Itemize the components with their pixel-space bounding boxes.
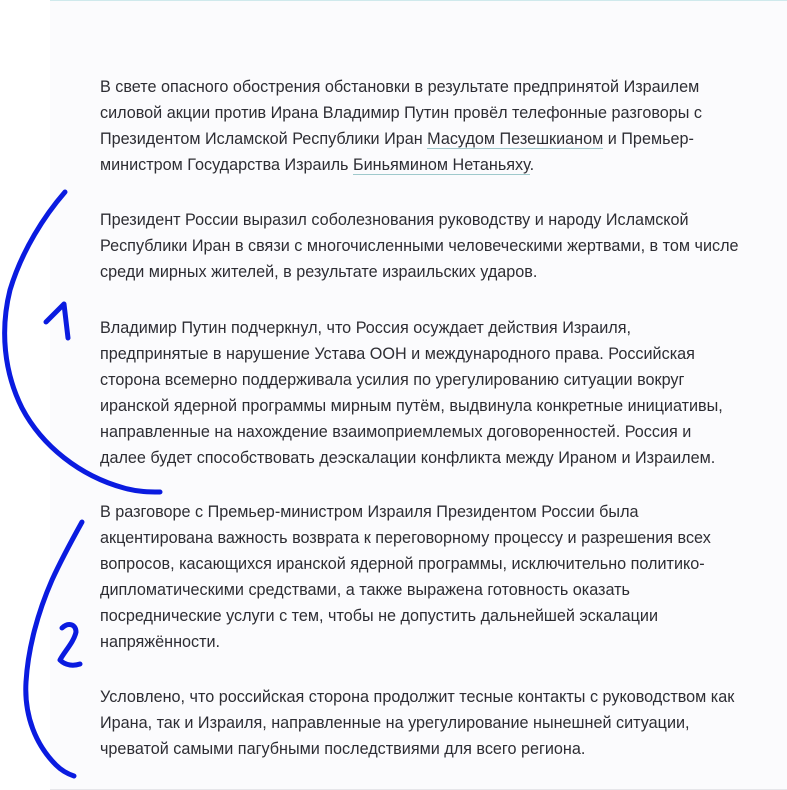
paragraph-3: Владимир Путин подчеркнул, что Россия осуждает действия Израиля, предпринятые в нарушение Устава ООН и международного права. Российская сторона всемерно поддерживала усилия по урегулированию ситуации вокруг иранской ядерной программы мирным путём, выдвинула конкретные инициативы, направленные на нахождение взаимоприемлемых договоренностей. Россия и далее будет способствовать деэскалации конфликта между Ираном и Израилем. xyxy=(100,319,723,467)
article-body xyxy=(50,0,787,790)
link-netanyahu[interactable]: Биньямином Нетаньяху xyxy=(352,156,530,174)
paragraph-1-text-middle: и Премьер-министром Государства Израиль xyxy=(100,130,694,174)
paragraph-5: Условлено, что российская сторона продолжит тесные контакты с руководством как Ирана, так и Израиля, направленные на урегулирование нынешней ситуации, чреватой самыми пагубными последствиями для всего региона. xyxy=(100,688,735,758)
paragraph-1 xyxy=(100,74,740,178)
link-pezeshkian[interactable]: Масудом Пезешкианом xyxy=(427,130,604,148)
paragraph-1-text-after: . xyxy=(529,156,535,174)
paragraph-2: Президент России выразил соболезнования руководству и народу Исламской Республики Иран в связи с многочисленными человеческими жертвами, в том числе среди мирных жителей, в результате израильских ударов. xyxy=(100,211,739,281)
paragraph-1-text-before: В свете опасного обострения обстановки в результате предпринятой Израилем силовой акции против Ирана Владимир Путин провёл телефонные разговоры с Президентом Исламской Республики Иран xyxy=(100,78,702,148)
paragraph-4: В разговоре с Премьер-министром Израиля Президентом России была акцентирована важность возврата к переговорному процессу и разрешения всех вопросов, касающихся иранской ядерной программы, исключительно политико-дипломатическими средствами, а также выражена готовность оказать посреднические услуги с тем, чтобы не допустить дальнейшей эскалации напряжённости. xyxy=(100,503,711,651)
